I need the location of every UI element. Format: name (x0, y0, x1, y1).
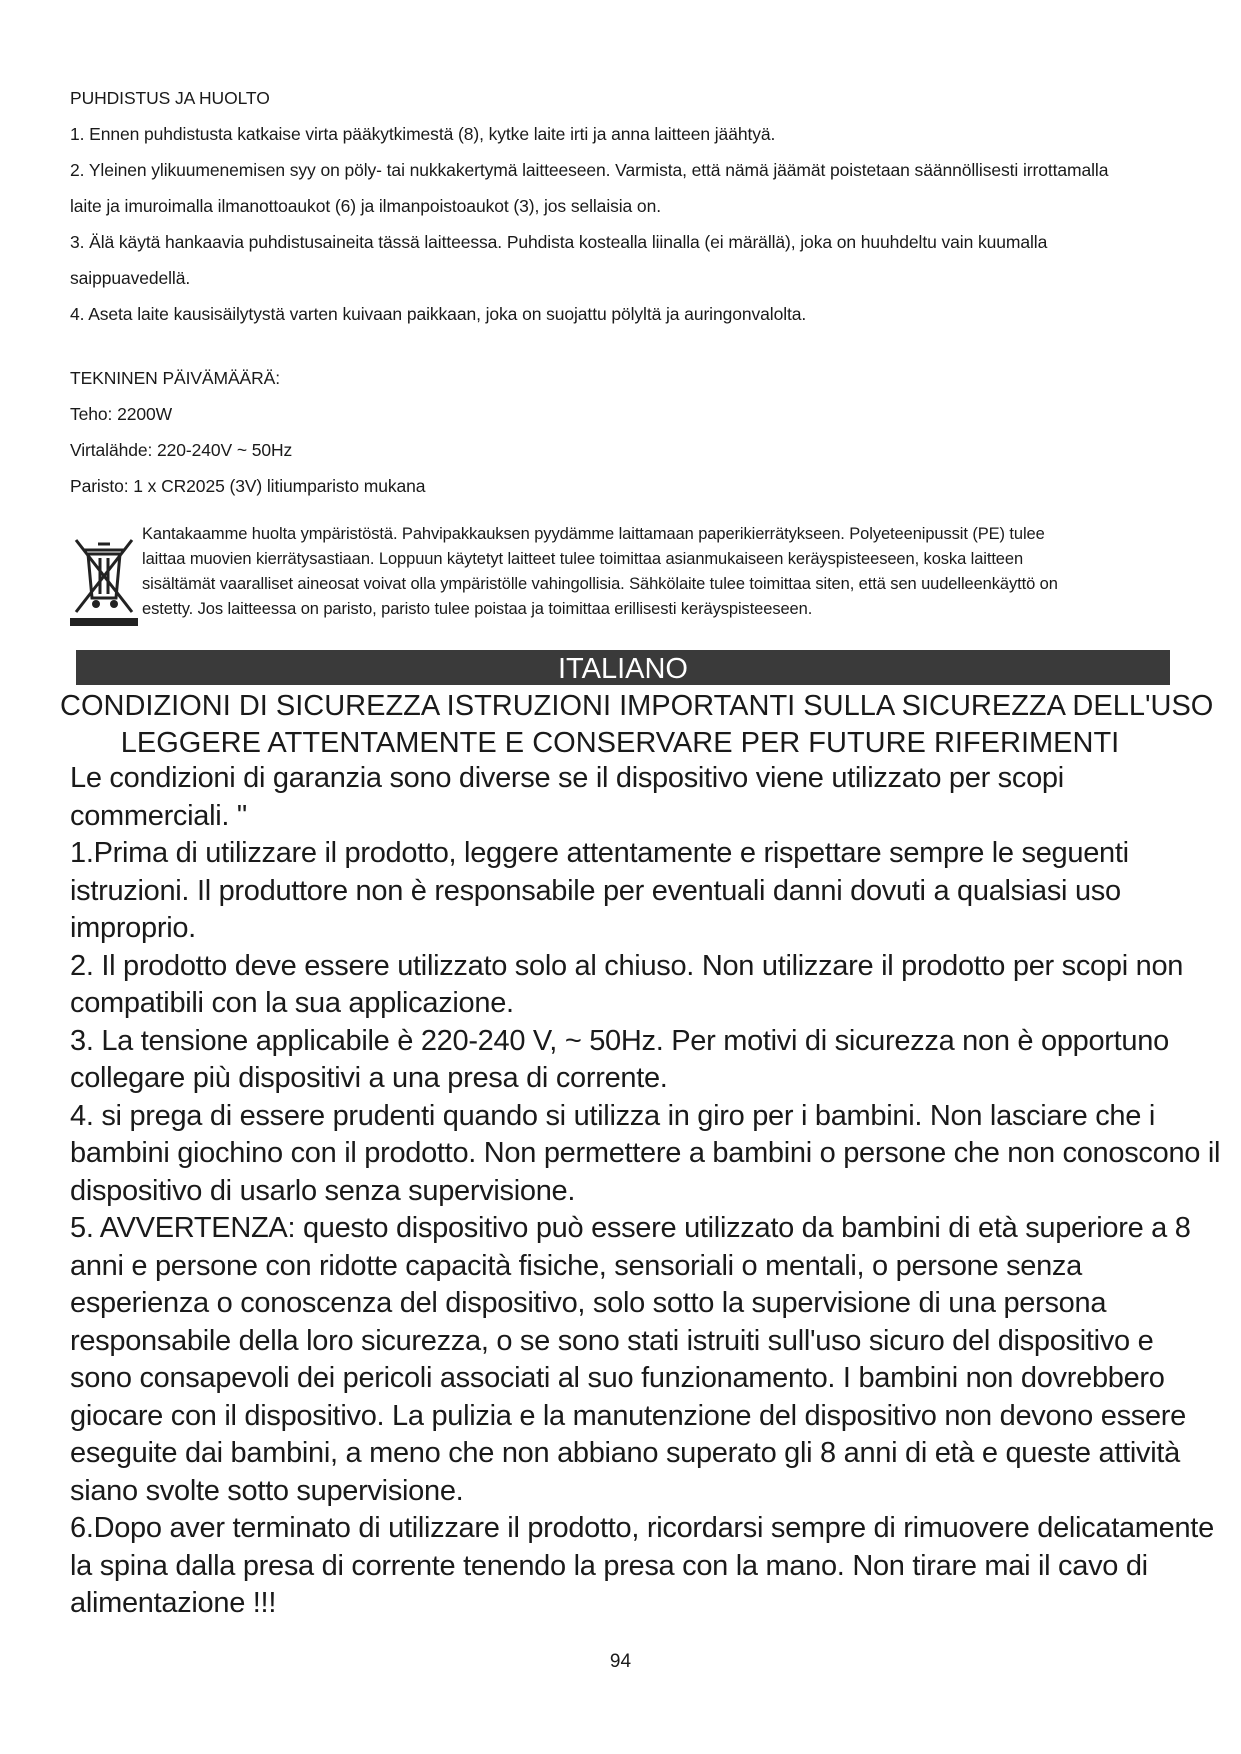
paragraph-line: sono consapevoli dei pericoli associati al suo funzionamento. I bambini non dovrebbero (70, 1362, 1165, 1394)
paragraph-line: compatibili con la sua applicazione. (70, 987, 514, 1019)
italian-title-line-2: LEGGERE ATTENTAMENTE E CONSERVARE PER FUTURE RIFERIMENTI (120, 727, 1120, 759)
paragraph-line: istruzioni. Il produttore non è responsabile per eventuali danni dovuti a qualsiasi uso (70, 874, 1121, 907)
paragraph-line: alimentazione !!! (70, 1587, 277, 1619)
paragraph-line: giocare con il dispositivo. La pulizia e la manutenzione del dispositivo non devono essere (70, 1399, 1186, 1432)
paragraph-line: anni e persone con ridotte capacità fisiche, sensoriali o mentali, o persone senza (70, 1249, 1082, 1282)
spec-line: Virtalähde: 220-240V ~ 50Hz (70, 440, 293, 460)
paragraph-line: 2. Il prodotto deve essere utilizzato solo al chiuso. Non utilizzare il prodotto per scopi non (70, 949, 1184, 982)
language-label: ITALIANO (558, 653, 688, 685)
paragraph-line: 3. Älä käytä hankaavia puhdistusaineita tässä laitteessa. Puhdista kostealla liinalla (ei märällä), joka on huuhdeltu vain kuumalla (70, 232, 1048, 252)
crossed-out-wheelie-bin-icon (70, 532, 138, 628)
paragraph-line: collegare più dispositivi a una presa di corrente. (70, 1062, 668, 1094)
paragraph-line: commerciali. " (70, 799, 247, 832)
paragraph-line: 5. AVVERTENZA: questo dispositivo può essere utilizzato da bambini di età superiore a 8 (70, 1212, 1191, 1244)
weee-text (142, 522, 1182, 622)
paragraph-line: 4. si prega di essere prudenti quando si utilizza in giro per i bambini. Non lasciare che i (70, 1099, 1155, 1132)
finnish-section (70, 80, 1180, 504)
paragraph-line: saippuavedellä. (70, 268, 191, 288)
paragraph-line: 3. La tensione applicabile è 220-240 V, ~ 50Hz. Per motivi di sicurezza non è opportuno (70, 1024, 1169, 1057)
paragraph-line: la spina dalla presa di corrente tenendo la presa con la mano. Non tirare mai il cavo di (70, 1549, 1148, 1582)
weee-line: sisältämät vaaralliset aineosat voivat olla ympäristölle vahingollisia. Sähkölaite tulee toimittaa siten, että sen uudelleenkäyttö on (142, 575, 1058, 593)
paragraph-line: 6.Dopo aver terminato di utilizzare il prodotto, ricordarsi sempre di rimuovere delicatamente (70, 1512, 1214, 1544)
paragraph-line: eseguite dai bambini, a meno che non abbiano superato gli 8 anni di età e queste attività (70, 1437, 1180, 1469)
paragraph-line: siano svolte sotto supervisione. (70, 1474, 464, 1507)
weee-line: laittaa muovien kierrätysastiaan. Loppuun käytetyt laitteet tulee toimittaa asianmukaiseen keräyspisteeseen, koska laitteen (142, 550, 1024, 568)
weee-line: Kantakaamme huolta ympäristöstä. Pahvipakkauksen pyydämme laittamaan paperikierrätykseen. Polyeteenipussit (PE) tulee (142, 525, 1045, 543)
italian-title-line-1: CONDIZIONI DI SICUREZZA ISTRUZIONI IMPORTANTI SULLA SICUREZZA DELL'USO (60, 690, 1214, 722)
paragraph-line: 1. Ennen puhdistusta katkaise virta pääkytkimestä (8), kytke laite irti ja anna laitteen jäähtyä. (70, 124, 776, 144)
section-heading: PUHDISTUS JA HUOLTO (70, 88, 270, 108)
paragraph-line: 4. Aseta laite kausisäilytystä varten kuivaan paikkaan, joka on suojattu pölyltä ja auringonvalolta. (70, 304, 807, 324)
paragraph-line: 1.Prima di utilizzare il prodotto, leggere attentamente e rispettare sempre le seguenti (70, 837, 1129, 869)
language-header-bar (76, 650, 1170, 685)
spacer (70, 332, 1180, 360)
paragraph-line: dispositivo di usarlo senza supervisione. (70, 1174, 576, 1207)
paragraph-line: 2. Yleinen ylikuumenemisen syy on pöly- tai nukkakertymä laitteeseen. Varmista, että nämä jäämät poistetaan säännöllisesti irrottamalla (70, 160, 1109, 180)
italian-section (70, 760, 1221, 1623)
paragraph-line: responsabile della loro sicurezza, o se sono stati istruiti sull'uso sicuro del dispositivo e (70, 1324, 1154, 1357)
spec-line: Paristo: 1 x CR2025 (3V) litiumparisto mukana (70, 476, 426, 496)
paragraph-line: Le condizioni di garanzia sono diverse se il dispositivo viene utilizzato per scopi (70, 762, 1064, 794)
weee-notice (70, 522, 1180, 632)
paragraph-line: laite ja imuroimalla ilmanottoaukot (6) ja ilmanpoistoaukot (3), jos sellaisia on. (70, 196, 661, 216)
spec-heading: TEKNINEN PÄIVÄMÄÄRÄ: (70, 368, 280, 388)
paragraph-line: improprio. (70, 912, 196, 944)
page-number: 94 (609, 1651, 632, 1672)
paragraph-line: esperienza o conoscenza del dispositivo, solo sotto la supervisione di una persona (70, 1287, 1107, 1319)
weee-line: estetty. Jos laitteessa on paristo, paristo tulee poistaa ja toimittaa erillisesti keräyspisteeseen. (142, 600, 813, 618)
paragraph-line: bambini giochino con il prodotto. Non permettere a bambini o persone che non conoscono il (70, 1137, 1221, 1169)
spec-line: Teho: 2200W (70, 404, 173, 424)
